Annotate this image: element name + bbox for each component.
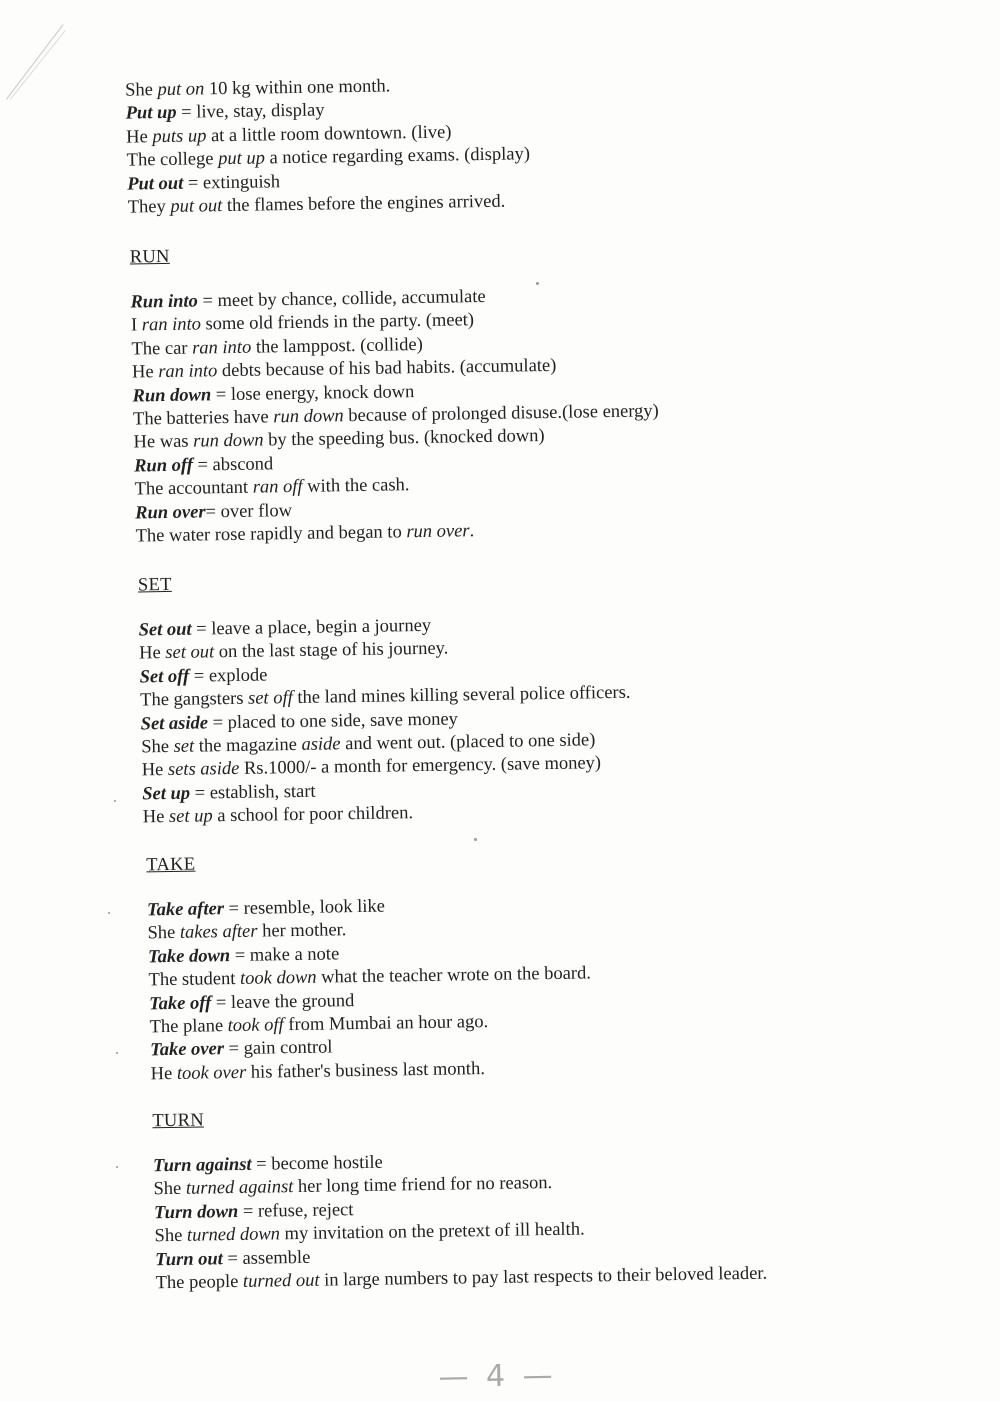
line-text: She: [125, 80, 158, 101]
text-line: [125, 75, 391, 103]
phrasal-verb-usage: turned out: [242, 1270, 320, 1292]
text-line: [140, 664, 268, 690]
phrasal-verb-term: Run over: [134, 501, 206, 524]
text-line: [149, 1011, 488, 1040]
line-text: what the teacher wrote on the board.: [316, 963, 592, 988]
line-text: = abscond: [192, 454, 274, 476]
phrasal-verb-term: Set out: [138, 619, 192, 641]
line-text: the land mines killing several police officers.: [292, 682, 631, 709]
line-text: because of prolonged disuse.(lose energy): [343, 401, 659, 427]
line-text: and went out. (placed to one side): [340, 730, 596, 755]
line-text: = lose energy, knock down: [211, 381, 415, 405]
line-text: 10 kg within one month.: [204, 76, 391, 100]
line-text: = live, stay, display: [176, 100, 325, 124]
line-text: The batteries have: [132, 407, 274, 430]
line-text: He: [126, 126, 153, 148]
line-text: = assemble: [222, 1247, 311, 1269]
line-text: She: [141, 736, 174, 758]
phrasal-verb-usage: run over: [406, 521, 470, 543]
phrasal-verb-usage: run down: [193, 430, 264, 452]
text-line: [131, 310, 474, 339]
scan-speck: [536, 282, 539, 285]
phrasal-verb-usage: put up: [217, 148, 266, 170]
text-line: [126, 100, 325, 127]
phrasal-verb-usage: takes after: [179, 922, 258, 944]
text-line: [154, 1199, 354, 1226]
line-text: her mother.: [257, 920, 347, 943]
phrasal-verb-term: Turn out: [154, 1248, 223, 1270]
line-text: He: [150, 1063, 178, 1085]
phrasal-verb-usage: took down: [239, 967, 317, 990]
phrasal-verb-term: Set aside: [140, 712, 209, 735]
phrasal-verb-usage: set off: [247, 688, 293, 709]
line-text: on the last stage of his journey.: [214, 638, 449, 663]
line-text: my invitation on the pretext of ill health.: [279, 1219, 585, 1245]
text-line: [150, 1037, 333, 1063]
line-text: He was: [133, 431, 194, 453]
text-line: [153, 1172, 552, 1202]
phrasal-verb-usage: set up: [168, 806, 213, 828]
line-text: the magazine: [194, 734, 302, 757]
phrasal-verb-term: Put up: [125, 103, 177, 124]
line-text: They: [127, 196, 171, 218]
section-heading: TURN: [152, 1110, 205, 1132]
text-line: [139, 638, 448, 666]
phrasal-verb-usage: puts up: [152, 126, 207, 147]
phrasal-verb-term: Take after: [146, 899, 225, 921]
line-text: = leave a place, begin a journey: [191, 615, 432, 640]
line-text: a school for poor children.: [212, 803, 414, 827]
line-text: The people: [155, 1271, 244, 1294]
text-line: [150, 1058, 485, 1087]
scan-speck: [108, 912, 110, 914]
scan-speck: [114, 800, 116, 802]
phrasal-verb-usage: run down: [273, 406, 344, 428]
phrasal-verb-term: Take over: [149, 1039, 225, 1061]
phrasal-verb-term: Run down: [132, 384, 212, 407]
line-text: = resemble, look like: [223, 896, 386, 920]
line-text: the flames before the engines arrived.: [222, 191, 506, 217]
line-text: She: [154, 1225, 188, 1247]
line-text: The accountant: [134, 477, 253, 500]
line-text: He: [142, 807, 170, 828]
line-text: The water rose rapidly and began to: [135, 522, 407, 547]
text-line: [134, 474, 409, 502]
line-text: = establish, start: [189, 781, 316, 804]
text-line: [127, 143, 531, 173]
text-line: [128, 191, 506, 220]
phrasal-verb-term: Set off: [139, 666, 190, 688]
line-text: = over flow: [205, 500, 293, 522]
phrasal-verb-usage: ran into: [191, 337, 252, 359]
phrasal-verb-usage: turned against: [185, 1177, 294, 1200]
text-line: [136, 520, 475, 549]
line-text: = leave the ground: [211, 990, 355, 1013]
line-text: = refuse, reject: [238, 1199, 354, 1222]
line-text: her long time friend for no reason.: [293, 1173, 553, 1198]
phrasal-verb-term: Turn against: [152, 1154, 252, 1177]
line-text: She: [153, 1179, 187, 1200]
phrasal-verb-usage: set: [173, 736, 195, 757]
phrasal-verb-usage: ran into: [141, 314, 202, 336]
phrasal-verb-usage: put on: [157, 79, 205, 101]
section-heading: RUN: [129, 246, 170, 268]
scan-speck: [116, 1052, 118, 1054]
section-heading: SET: [137, 574, 172, 596]
line-text: debts because of his bad habits. (accumulate): [217, 356, 557, 382]
line-text: The college: [126, 149, 219, 171]
phrasal-verb-usage: ran into: [158, 361, 218, 383]
line-text: = extinguish: [183, 171, 281, 194]
text-line: [142, 780, 316, 806]
line-text: I: [130, 315, 142, 336]
line-text: The plane: [149, 1016, 228, 1038]
line-text: with the cash.: [302, 475, 410, 498]
text-line: [135, 500, 292, 526]
phrasal-verb-usage: sets aside: [167, 759, 240, 781]
text-line: [143, 802, 414, 830]
section-heading: TAKE: [146, 854, 196, 876]
phrasal-verb-usage: took off: [227, 1015, 284, 1037]
phrasal-verb-usage: set out: [165, 642, 215, 664]
line-text: The student: [148, 969, 241, 991]
line-text: = meet by chance, collide, accumulate: [197, 286, 486, 312]
line-text: He: [139, 643, 166, 664]
scan-speck: [474, 838, 477, 841]
phrasal-verb-usage: aside: [301, 734, 341, 755]
line-text: She: [147, 923, 181, 944]
line-text: = become hostile: [251, 1152, 383, 1175]
line-text: He: [141, 760, 169, 781]
phrasal-verb-term: Take down: [147, 945, 231, 968]
phrasal-verb-usage: took over: [176, 1062, 247, 1084]
phrasal-verb-term: Take off: [148, 992, 212, 1014]
line-text: He: [131, 362, 159, 383]
phrasal-verb-term: Set up: [142, 783, 191, 805]
pencil-mark: [3, 20, 74, 101]
phrasal-verb-term: Put out: [127, 173, 184, 195]
text-line: [149, 990, 355, 1017]
line-text: his father's business last month.: [246, 1058, 486, 1083]
line-text: some old friends in the party. (meet): [200, 310, 475, 335]
phrasal-verb-term: Turn down: [153, 1201, 239, 1224]
line-text: = placed to one side, save money: [207, 709, 459, 733]
line-text: the lamppost. (collide): [251, 334, 423, 358]
line-text: by the speeding bus. (knocked down): [263, 426, 545, 451]
phrasal-verb-usage: put out: [170, 196, 223, 217]
line-text: a notice regarding exams. (display): [264, 144, 531, 169]
text-line: [134, 453, 273, 479]
line-text: from Mumbai an hour ago.: [283, 1012, 489, 1036]
scan-speck: [116, 1166, 118, 1168]
page-number: — 4 —: [438, 1357, 557, 1395]
phrasal-verb-usage: turned down: [186, 1224, 281, 1246]
text-line: [127, 171, 280, 197]
line-text: in large numbers to pay last respects to their beloved leader.: [319, 1263, 768, 1291]
line-text: = gain control: [223, 1037, 333, 1060]
phrasal-verb-term: Run into: [130, 291, 199, 313]
text-line: [133, 425, 544, 455]
line-text: = explode: [189, 665, 268, 687]
line-text: at a little room downtown. (live): [206, 122, 452, 147]
text-line: [148, 943, 339, 969]
text-line: [147, 896, 385, 923]
line-text: = make a note: [229, 944, 340, 966]
text-line: [147, 920, 346, 947]
line-text: The gangsters: [140, 688, 249, 711]
phrasal-verb-term: Run off: [133, 455, 194, 477]
line-text: .: [469, 521, 475, 542]
phrasal-verb-usage: ran off: [252, 477, 303, 498]
line-text: Rs.1000/- a month for emergency. (save money): [239, 753, 602, 780]
line-text: The car: [131, 338, 193, 360]
text-line: [155, 1246, 311, 1272]
